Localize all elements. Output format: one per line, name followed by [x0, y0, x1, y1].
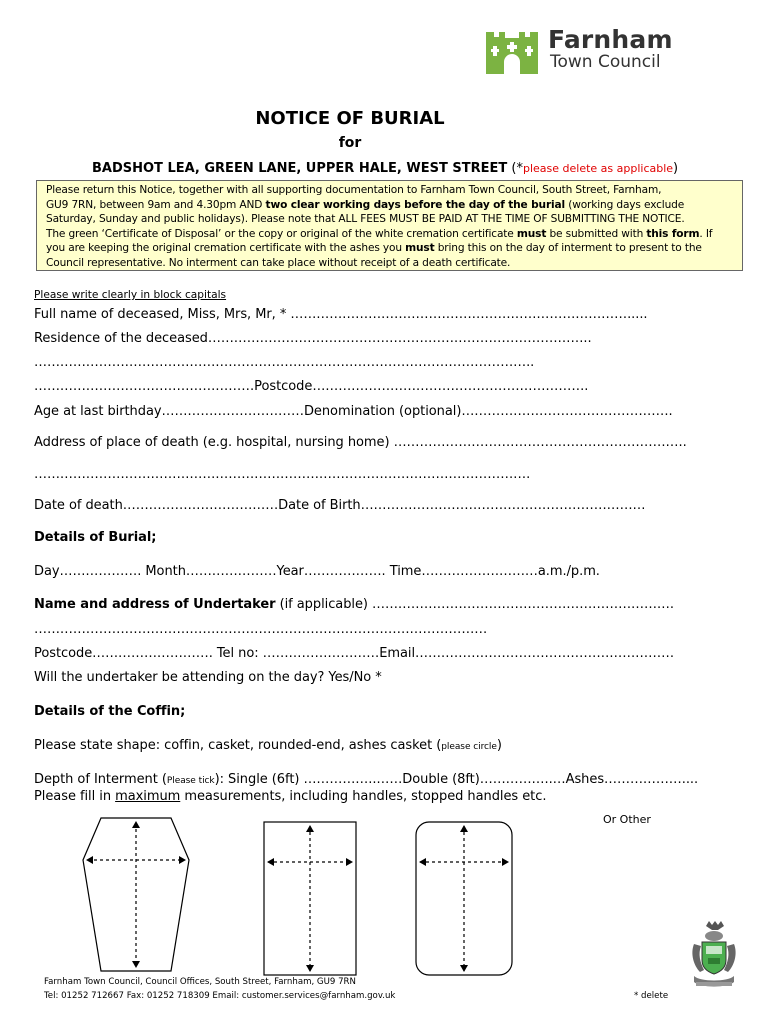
coffin-shape-diagram[interactable]: [78, 815, 194, 975]
notice-line-5b: must: [405, 242, 435, 254]
notice-line-4d: this form: [646, 227, 700, 240]
shape-small: please circle: [441, 742, 497, 752]
locations-close: ): [673, 161, 679, 176]
dates-field[interactable]: Date of death………………………………Date of Birth…………………………………………………………: [34, 498, 646, 513]
burial-time-field[interactable]: Day………………. Month…………………Year………………. Time………………………a.m./p.m.: [34, 564, 600, 579]
notice-line-2c: (working days exclude: [565, 198, 685, 211]
or-other-label: Or Other: [603, 813, 651, 826]
shape-text: Please state shape: coffin, casket, rounded-end, ashes casket (: [34, 738, 442, 753]
depth-options: ): Single (6ft) ……………..……Double (8ft)……………..…Ashes………………....: [214, 772, 699, 787]
notice-line-1: Please return this Notice, together with all supporting documentation to Farnham Town Council, South Street, Farnham,: [46, 184, 662, 196]
place-of-death-field[interactable]: Address of place of death (e.g. hospital, nursing home) …………………………………………………………..: [34, 435, 687, 450]
residence-line-3a: ……………………………………………: [34, 379, 255, 394]
notice-line-3: Saturday, Sunday and public holidays). Please note that ALL FEES MUST BE PAID AT THE TIME OF SUBMITTING THE NOTICE.: [46, 213, 685, 225]
document-title: NOTICE OF BURIAL: [255, 108, 445, 129]
locations-open: (*: [507, 161, 523, 176]
details-of-coffin-heading: [34, 704, 185, 719]
undertaker-rest: (if applicable) …………………………………………………………….: [275, 597, 674, 612]
footer-delete-note: * delete: [634, 991, 669, 1001]
undertaker-field-line-2[interactable]: ……………………………………………………………………………………………: [34, 622, 488, 637]
details-of-burial-text: Details of Burial;: [34, 530, 157, 545]
details-of-burial-heading: [34, 530, 156, 545]
notice-line-2: [46, 199, 684, 211]
notice-line-4a: The green ‘Certificate of Disposal’ or the copy or original of the white cremation certificate: [46, 227, 517, 240]
details-of-coffin-text: Details of the Coffin;: [34, 704, 186, 719]
undertaker-field[interactable]: [34, 597, 674, 612]
notice-line-6: Council representative. No interment can take place without receipt of a death certificate.: [46, 256, 511, 269]
notice-line-5c: bring this on the day of interment to present to the: [434, 242, 702, 254]
residence-line-3b: ……………………………………………………….: [312, 379, 589, 394]
notice-line-4e: . If: [699, 227, 713, 240]
notice-line-2a: GU9 7RN, between 9am and 4.30pm AND: [46, 198, 266, 211]
residence-field[interactable]: Residence of the deceased……………………………………………………………………………..: [34, 331, 592, 346]
undertaker-contact-field[interactable]: Postcode………………………. Tel no: ………………………Email……………………………………………………: [34, 646, 675, 661]
notice-box: [36, 180, 743, 271]
measure-underlined: maximum: [115, 789, 181, 804]
locations-text: BADSHOT LEA, GREEN LANE, UPPER HALE, WEST STREET: [92, 161, 508, 176]
depth-of-interment-field[interactable]: [34, 772, 698, 787]
undertaker-label: Name and address of Undertaker: [34, 597, 276, 612]
notice-line-4c: be submitted with: [546, 227, 647, 240]
undertaker-attending-field[interactable]: Will the undertaker be attending on the day? Yes/No *: [34, 670, 382, 685]
coffin-shape-field[interactable]: [34, 738, 502, 753]
measurements-instruction: [34, 789, 546, 804]
residence-field-line-2[interactable]: ……………………………………………………………………………………………………..: [34, 355, 535, 370]
footer-contact: Tel: 01252 712667 Fax: 01252 718309 Email: customer.services@farnham.gov.uk: [44, 991, 396, 1001]
rounded-end-shape-diagram[interactable]: [414, 820, 514, 978]
logo-subtitle: Town Council: [550, 52, 661, 72]
postcode-label: Postcode: [254, 379, 313, 394]
measure-text-a: Please fill in: [34, 789, 116, 804]
notice-line-5: [46, 242, 702, 254]
notice-line-4: [46, 228, 712, 240]
age-denomination-field[interactable]: Age at last birthday……………………………Denomination (optional)………………………………………….: [34, 404, 673, 419]
for-text: for: [338, 135, 362, 151]
residence-postcode-row[interactable]: [34, 379, 588, 394]
farnham-logo: [484, 25, 690, 76]
full-name-field[interactable]: Full name of deceased, Miss, Mrs, Mr, * …………………………………………………………………….....: [34, 307, 648, 322]
notice-line-4b: must: [516, 227, 547, 240]
notice-line-2b: two clear working days before the day of the burial: [265, 198, 565, 211]
shape-close: ): [496, 738, 502, 753]
castle-icon: [484, 28, 540, 76]
place-of-death-field-line-2[interactable]: …………………………………………………………………………………………………….: [34, 467, 531, 482]
measure-text-b: measurements, including handles, stopped handles etc.: [180, 789, 547, 804]
locations-line: [92, 161, 678, 176]
depth-text: Depth of Interment (: [34, 772, 167, 787]
locations-note: please delete as applicable: [522, 162, 674, 175]
notice-line-5a: you are keeping the original cremation certificate with the ashes you: [46, 242, 406, 254]
footer-address: Farnham Town Council, Council Offices, South Street, Farnham, GU9 7RN: [44, 977, 356, 987]
council-crest-icon: [688, 920, 740, 992]
block-capitals-note: Please write clearly in block capitals: [34, 289, 227, 301]
depth-small: Please tick: [166, 776, 215, 786]
casket-shape-diagram[interactable]: [262, 820, 358, 978]
logo-name: Farnham: [548, 25, 673, 54]
